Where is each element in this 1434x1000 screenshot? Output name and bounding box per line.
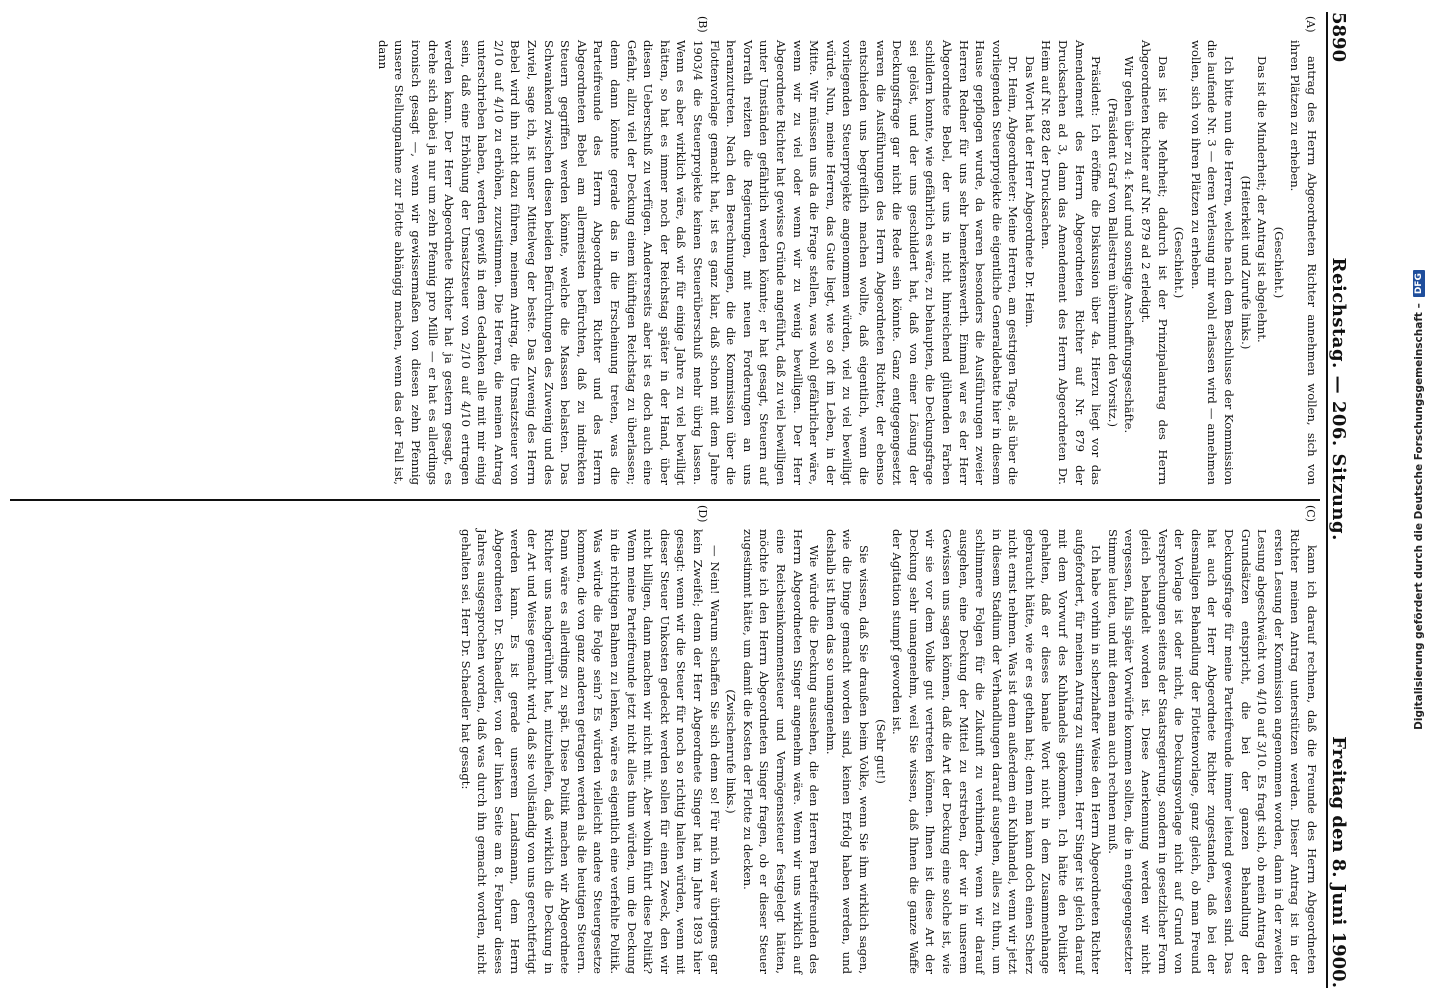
session-title: Reichstag. — 206. Sitzung.: [1328, 257, 1349, 541]
text-columns: [10, 12, 1320, 988]
page-number: 5890: [1328, 12, 1349, 63]
paragraph: Ich habe vorhin in scherzhafter Weise den Herrn Abgeordneten Richter aufgefordert, für meinen Antrag zu stimmen. Herr Singer ist gleich darauf mit dem Vorwurf des Kuhhandels gekommen. Ich hätte den Politiker gehalten, daß er dieses banale Wort nicht in dem Zusammenhange gebraucht hätte, wie er es gethan hat; denn man kann doch einen Scherz nicht ernst nehmen. Was ist denn außerdem ein Kuhhandel, wenn wir jetzt in diesem Stadium der Verhandlungen darauf ausgehen, alles zu thun, um schlimmere Folgen für die Zukunft zu verhindern, wenn wir darauf ausgehen, eine Deckung der Mittel zu erstreben, der wir in unserem Gewissen uns sagen können, daß die Art der Deckung eine solche ist, wie wir sie vor dem Volke gut vertreten können. Ihnen ist diese Art der Deckung sehr unangenehm, weil Sie wissen, daß Ihnen die ganze Waffe der Agitation stumpf geworden ist.: [890, 529, 1104, 974]
margin-mark-d: (D): [696, 505, 709, 523]
paragraph: Wie würde die Deckung aussehen, die den Herren Parteifreunden des Herrn Abgeordneten Singer angenehm wäre. Wenn wir uns wirklich auf eine Reichseinkommensteuer und Vermögenssteuer festgelegt hätten, möchte ich den Herrn Abgeordneten Singer fragen, ob er dieser Steuer zugestimmt hätte, um damit die Kosten der Flotte zu decken.: [740, 529, 822, 974]
digitization-note: [1405, 0, 1433, 1000]
margin-mark-c: (C): [1304, 505, 1317, 522]
margin-mark-a: (A): [1304, 16, 1317, 33]
paragraph: (Heiterkeit und Zurufe links.): [1238, 175, 1253, 350]
paragraph: Das ist die Minderheit; der Antrag ist abgelehnt.: [1255, 56, 1270, 343]
paragraph: (Präsident Graf von Ballestrem übernimmt den Vorsitz.): [1105, 97, 1120, 427]
paragraph: Das Wort hat der Herr Abgeordnete Dr. Heim.: [1022, 56, 1037, 328]
paragraph: kann ich darauf rechnen, daß die Freunde des Herrn Abgeordneten Richter meinen Antrag unterstützen werden. Dieser Antrag ist in der ersten Lesung der Kommission angenommen worden, dann in der zweiten Lesung abgeschwächt von 4/10 auf 3/10. Es fragt sich, ob mein Antrag den Grundsätzen entspricht, die bei der ganzen Behandlung der Deckungsfrage für meine Parteifreunde immer leitend gewesen sind. Das hat auch der Herr Abgeordnete Richter zugestanden, daß bei der diesmaligen Behandlung der Flottenvorlage, ganz gleich, ob man Freund der Vorlage ist oder nicht, die Deckungsvorlage nicht auf Grund von Versprechungen seitens der Staatsregierung, sondern in gesetzlicher Form gleich behandelt worden ist. Diese Anerkennung werden wir nicht vergessen, falls später Vorwürfe kommen sollten, die in entgegengesetzter Stimme lauten, und mit denen man auch rechnen muß.: [1105, 529, 1319, 974]
session-date: Freitag den 8. Juni 1900.: [1328, 736, 1349, 988]
left-column: [10, 12, 1320, 499]
paragraph: (Geschieht.): [1271, 226, 1286, 299]
paragraph: Sie wissen, daß Sie draußen beim Volke, wenn Sie ihm wirklich sagen, wie die Dinge gemacht worden sind, keinen Erfolg haben werden, und deshalb ist Ihnen das so unangenehm.: [823, 529, 871, 974]
paragraph: Ich bitte nun die Herren, welche nach dem Beschlusse der Kommission die laufende Nr. 3 — deren Verlesung mir wohl erlassen wird — annehmen wollen, sich von ihren Plätzen zu erheben.: [1188, 40, 1237, 485]
paragraph: Wir gehen über zu 4: Kauf und sonstige Anschaffungsgeschäfte.: [1122, 56, 1137, 434]
paragraph: (Geschieht.): [1172, 226, 1187, 299]
paragraph: Präsident: Ich eröffne die Diskussion über 4a. Hierzu liegt vor das Amendement des Herrn Abgeordneten Richter auf Nr. 879 der Drucksachen ad 3, dann das Amendement des Herrn Abgeordneten Dr. Heim auf Nr. 882 der Drucksachen.: [1039, 40, 1104, 485]
paragraph: (Zwischenrufe links.): [724, 689, 739, 814]
paragraph: antrag des Herrn Abgeordneten Richter annehmen wollen, sich von ihren Plätzen zu erheben.: [1288, 40, 1319, 485]
right-column: [10, 499, 1320, 988]
paragraph: Dr. Heim, Abgeordneter: Meine Herren, am gestrigen Tage, als über die vorliegenden Steuerprojekte die eigentliche Generaldebatte hier in diesem Hause gepflogen wurde, da waren besonders die Ausführungen zweier Herren Redner für uns sehr bemerkenswerth. Einmal war es der Herr Abgeordnete Bebel, der uns in nicht hinreichend glühenden Farben schildern konnte, wie gefährlich es wäre, zu behaupten, die Deckungsfrage sei gelöst, und der uns geschildert hat, daß von einer Lösung der Deckungsfrage gar nicht die Rede sein könnte. Ganz entgegengesetzt waren die Ausführungen des Herrn Abgeordneten Richter, der ebenso entschieden uns begreiflich machen wollte, daß eigentlich, wenn die vorliegenden Steuerprojekte angenommen würden, viel zu viel bewilligt würde. Nun, meine Herren, das Gute liegt, wie so oft im Leben, in der Mitte. Wir müssen uns da die Frage stellen, was wohl gefährlicher wäre, wenn wir zu viel oder wenn wir zu wenig bewilligen. Der Herr Abgeordnete Richter hat gewisse Gründe angeführt, daß zu viel bewilligen unter Umständen gefährlich werden könnte; er hat gesagt, Steuern auf Vorrath reizten die Regierungen, mit neuen Forderungen an uns heranzutreten. Nach den Berechnungen, die die Kommission über die Flottenvorlage gemacht hat, ist es ganz klar, daß schon mit dem Jahre 1903/4 die Steuerprojekte keinen Steuerüberschuß mehr übrig lassen. Wenn es aber wirklich wäre, daß wir für einige Jahre zu viel bewilligt hätten, so hat es immer noch der Reichstag später in der Hand, über diesen Ueberschuß zu verfügen. Andererseits aber ist es doch auch eine Gefahr, allzu viel der Deckung einem künftigen Reichstag zu überlassen; denn dann könnte gerade das in die Erscheinung treten, was die Parteifreunde des Herrn Abgeordneten Richter und des Herrn Abgeordneten Bebel am allermeisten befürchten, daß zu indirekten Steuern gegriffen werden könnte, welche die Massen belasten. Das Schwankend zwischen diesen beiden Befürchtungen des Zuwenig und des Zuviel, sage ich, ist unser Mittelweg der beste. Das Zuwenig des Herrn Bebel wird ihn nicht dazu führen, meinem Antrag, die Umsatzsteuer von 2/10 auf 4/10 zu erhöhen, zuzustimmen. Die Herren, die meinen Antrag unterschrieben haben, werden gewiß in dem Gedanken alle mit mir einig sein, daß eine Erhöhung der Umsatzsteuer von 2/10 auf 4/10 ertragen werden kann. Der Herr Abgeordnete Richter hat ja gestern gesagt, es drehe sich dabei ja nur um zehn Pfennig pro Mille — er hat es allerdings ironisch gesagt —, wenn wir gewissermaßen von diesen zehn Pfennig unsere Stellungnahme zur Flotte abhängig machen, wenn das der Fall ist, dann: [375, 40, 1021, 485]
digitization-text: Digitalisierung gefördert durch die Deutsche Forschungsgemeinschaft –: [1413, 303, 1425, 730]
margin-mark-b: (B): [696, 16, 709, 33]
page-header: [1326, 12, 1374, 988]
dfg-logo-icon: DFG: [1413, 270, 1425, 297]
paragraph: Das ist die Mehrheit; dadurch ist der Prinzipalantrag des Herrn Abgeordneten Richter auf Nr. 879 ad 2 erledigt.: [1139, 40, 1170, 485]
paragraph: (Sehr gut!): [873, 719, 888, 784]
paragraph: — Nein! Warum schaffen Sie sich denn so! Für mich war übrigens gar kein Zweifel; denn der Herr Abgeordnete Singer hat im Jahre 1893 hier gesagt: wenn wir die Steuer für noch so richtig halten würden, wenn mit dieser Steuer Unkosten gedeckt werden sollen für einen Zweck, den wir nicht billigen, dann machen wir nicht mit. Aber wohin führt diese Politik? Wenn meine Parteifreunde jetzt nicht alles thun würden, um die Deckung in die richtigen Bahnen zu lenken, wäre es eigentlich eine verfehlte Politik. Was würde die Folge sein? Es würden vielleicht andere Steuergesetze kommen, die von ganz anderen getragen werden als die heutigen Steuern. Dann wäre es allerdings zu spät. Diese Politik machen wir Abgeordnete Richter uns nachgerühmt hat, mitzuhelfen, daß wirklich die Deckung in der Art und Weise gemacht wird, daß sie vollständig von uns gerechtfertigt werden kann. Es ist gerade unserem Landsmann, dem Herrn Abgeordneten Dr. Schaedler, von der linken Seite am 8. Februar dieses Jahres ausgesprochen worden, daß was durch ihn gemacht worden, nicht gehalten sei. Herr Dr. Schaedler hat gesagt:: [458, 529, 722, 974]
